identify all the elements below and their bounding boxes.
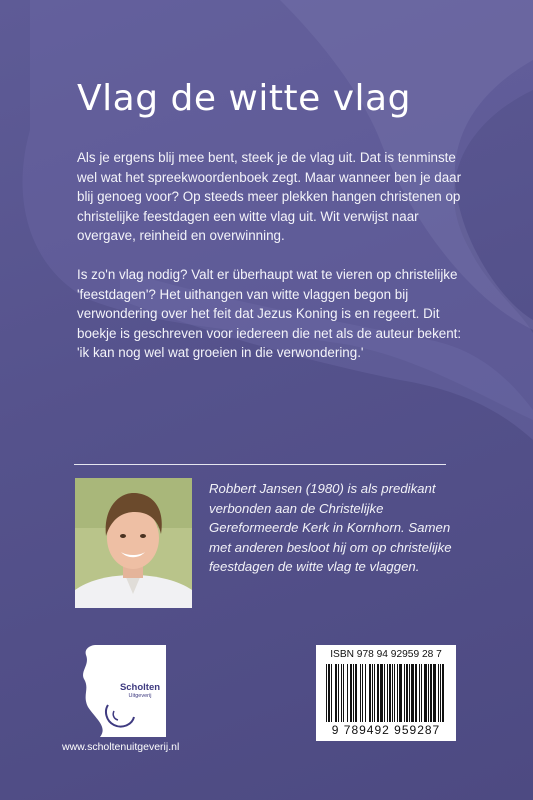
barcode-number: 9 789492 959287 — [331, 723, 441, 737]
publisher-url[interactable]: www.scholtenuitgeverij.nl — [62, 741, 180, 753]
book-title: Vlag de witte vlag — [77, 78, 411, 119]
divider — [74, 464, 446, 465]
publisher-logo-text — [118, 682, 162, 699]
blurb-paragraph: Als je ergens blij mee bent, steek je de vlag uit. Dat is tenminste wel wat het spreekwoordenboek zegt. Maar wanneer ben je daar blij genoeg voor? Op steeds meer plekken hangen christenen op christelijke feestdagen een witte vlag uit. Wit verwijst naar overgave, reinheid en overwinning. — [77, 150, 462, 244]
publisher-tagline: Uitgeverij — [128, 693, 152, 699]
author-bio: Robbert Jansen (1980) is als predikant verbonden aan de Christelijke Gereformeerde Kerk in Kornhorn. Samen met anderen besloot hij om op christelijke feestdagen de witte vlag te vlaggen. — [209, 481, 452, 575]
barcode-bars — [326, 664, 446, 722]
blurb — [77, 148, 477, 363]
author-photo — [75, 478, 192, 608]
publisher-name: Scholten — [119, 682, 161, 693]
blurb-paragraph: Is zo'n vlag nodig? Valt er überhaupt wat te vieren op christelijke 'feestdagen'? Het uithangen van witte vlaggen begon bij verwondering over het feit dat Jezus Koning is en regeert. Dit boekje is geschreven voor iedereen die net als de auteur bekent: 'ik kan nog wel wat groeien in die verwondering.' — [77, 266, 462, 361]
barcode — [316, 645, 456, 741]
isbn-number: ISBN 978 94 92959 28 7 — [330, 649, 442, 660]
